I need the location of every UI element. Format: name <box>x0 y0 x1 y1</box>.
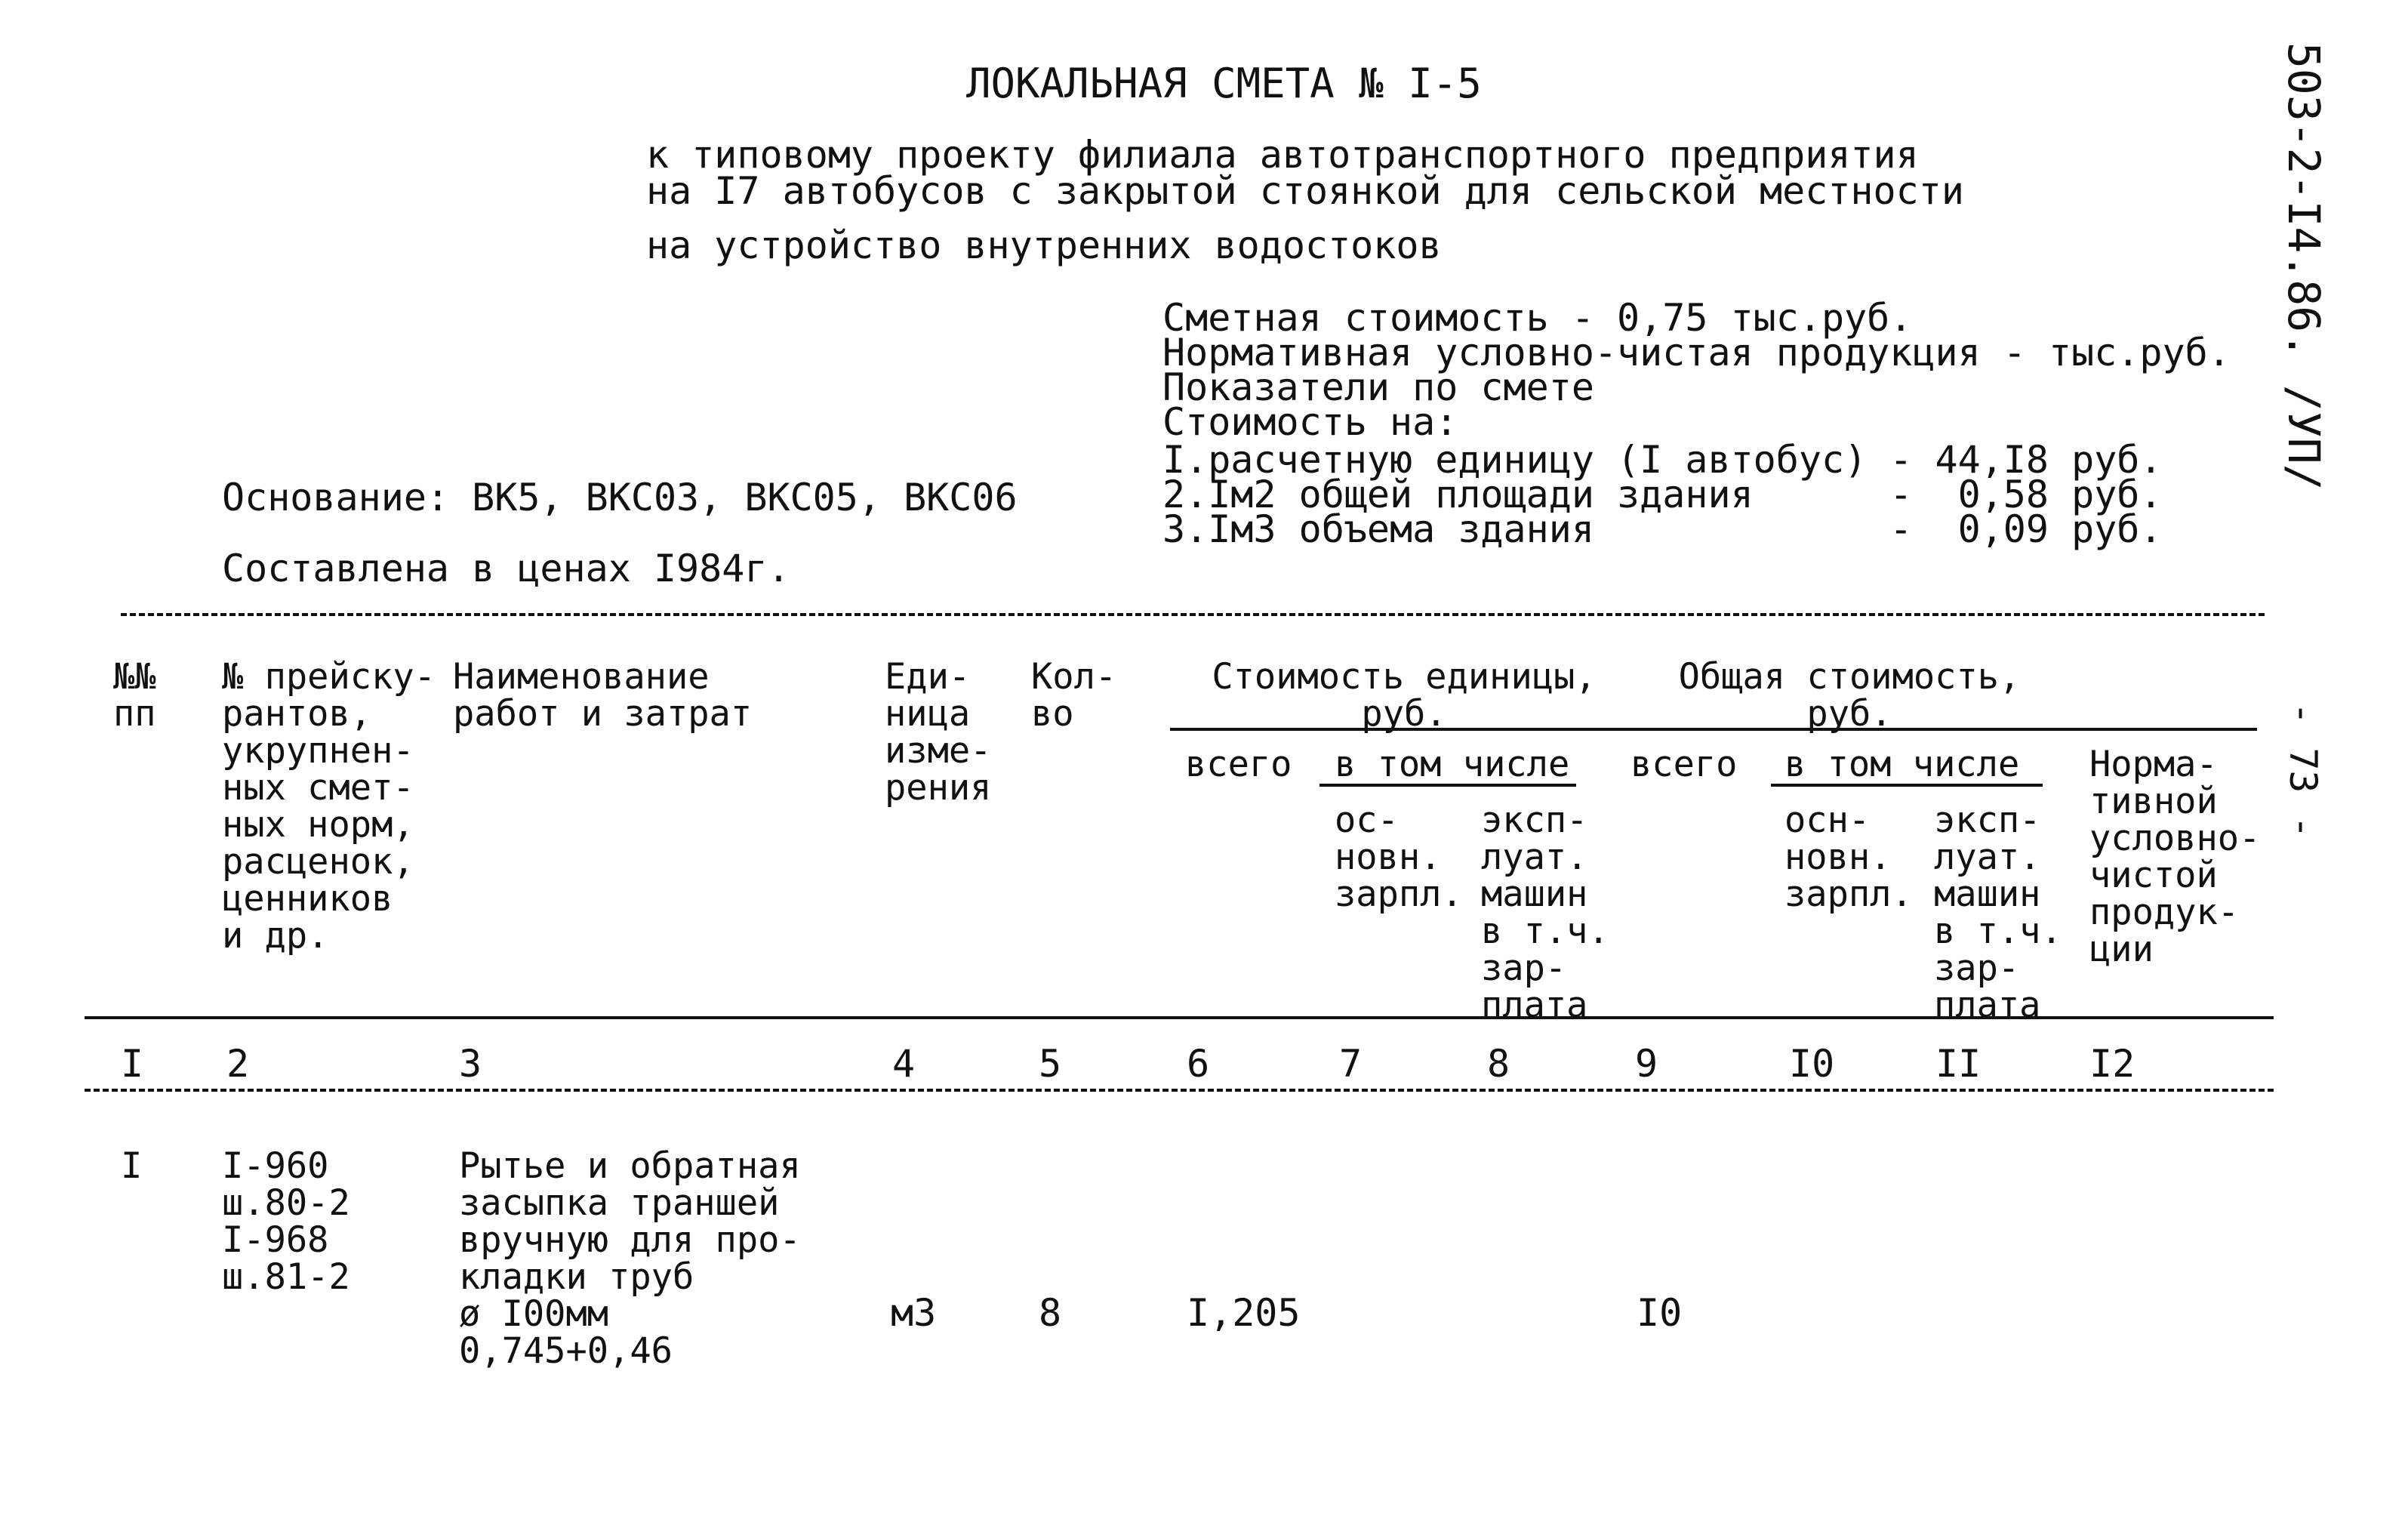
basis-line: Основание: ВК5, ВКС03, ВКС05, ВКС06 <box>222 476 1018 519</box>
page-number: - 73 - <box>2281 702 2325 839</box>
header-unit-cost: Стоимость единицы, руб. <box>1212 656 1597 735</box>
column-number: I0 <box>1789 1042 1835 1086</box>
header-overall-wage: осн- новн. зарпл. <box>1784 800 1913 915</box>
summary-per-m3: 3.Iм3 объема здания - 0,09 руб. <box>1162 507 2163 551</box>
column-number: I2 <box>2089 1042 2135 1086</box>
column-number: 4 <box>892 1042 916 1086</box>
header-overall-incl: в том числе <box>1784 744 2020 785</box>
header-unit-machines: эксп- луат. машин в т.ч. зар- плата <box>1481 800 1609 1026</box>
numbers-bottom-rule <box>85 1089 2274 1092</box>
subtitle-line-1: к типовому проекту филиала автотранспортного предприятия <box>646 133 1919 177</box>
header-unit-incl: в том числе <box>1335 744 1570 785</box>
summary-estimated-cost: Сметная стоимость - 0,75 тыс.руб. <box>1162 296 1913 340</box>
column-number: 3 <box>459 1042 482 1086</box>
summary-per-m2: 2.Iм2 общей площади здания - 0,58 руб. <box>1162 473 2163 516</box>
row-quantity: 8 <box>1039 1291 1062 1335</box>
summary-cost-for: Стоимость на: <box>1162 400 1458 444</box>
subtitle-line-2: на I7 автобусов с закрытой стоянкой для сельской местности <box>646 169 1964 213</box>
header-overall-machines: эксп- луат. машин в т.ч. зар- плата <box>1934 800 2062 1026</box>
header-work-name: Наименование работ и затрат <box>453 656 753 735</box>
margin-code: 503-2-I4.86. /УП/ <box>2278 42 2329 491</box>
prices-line: Составлена в ценах I984г. <box>222 547 790 590</box>
summary-normative-product: Нормативная условно-чистая продукция - тыс.руб. <box>1162 331 2231 374</box>
row-price-codes: I-960 ш.80-2 I-968 ш.81-2 <box>222 1145 350 1298</box>
table-top-rule <box>121 613 2265 616</box>
row-number: I <box>121 1145 143 1187</box>
header-price-lists: № прейску- рантов, укрупнен- ных смет- ных норм, расценок, ценников и др. <box>222 656 436 957</box>
header-normative-product: Норма- тивной условно- чистой продук- ции <box>2089 744 2261 970</box>
column-number: 9 <box>1635 1042 1658 1086</box>
row-overall-total: I0 <box>1637 1291 1683 1335</box>
subtitle-line-3: на устройство внутренних водостоков <box>646 223 1442 267</box>
document-title: ЛОКАЛЬНАЯ СМЕТА № I-5 <box>966 60 1482 107</box>
header-overall-total: всего <box>1630 744 1738 785</box>
row-description: Рытье и обратная засыпка траншей вручную для про- кладки труб ø I00мм 0,745+0,46 <box>459 1145 801 1372</box>
header-quantity: Кол- во <box>1031 656 1117 735</box>
column-number: II <box>1935 1042 1982 1086</box>
summary-per-unit: I.расчетную единицу (I автобус) - 44,I8 руб. <box>1162 438 2163 482</box>
column-number: 8 <box>1487 1042 1510 1086</box>
header-number: №№ пп <box>113 656 156 735</box>
header-unit: Еди- ница изме- рения <box>885 656 992 809</box>
column-number: 5 <box>1039 1042 1062 1086</box>
column-number: I <box>121 1042 144 1086</box>
column-number: 7 <box>1339 1042 1363 1086</box>
header-unit-total: всего <box>1185 744 1292 785</box>
header-unit-wage: ос- новн. зарпл. <box>1335 800 1463 915</box>
summary-indicators: Показатели по смете <box>1162 365 1594 409</box>
column-number: 2 <box>226 1042 250 1086</box>
column-number: 6 <box>1187 1042 1210 1086</box>
header-total-cost: Общая стоимость, руб. <box>1678 656 2021 735</box>
row-unit-total: I,205 <box>1187 1291 1301 1335</box>
row-unit: м3 <box>891 1291 937 1335</box>
